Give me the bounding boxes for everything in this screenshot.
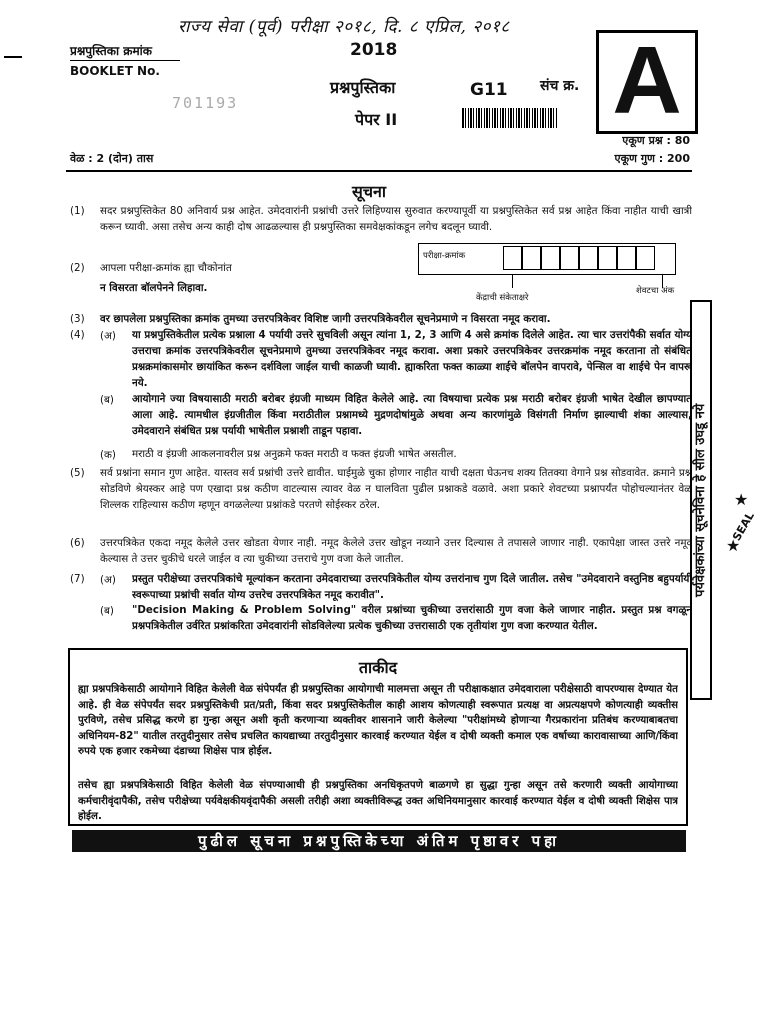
item-7-num: (7) xyxy=(70,573,85,585)
roll-cell[interactable] xyxy=(598,246,617,270)
item-2-text-2: न विसरता बॉलपेनने लिहावा. xyxy=(100,282,208,294)
item-6-text: उत्तरपत्रिकेत एकदा नमूद केलेले उत्तर खोडता येणार नाही. नमूद केलेले उत्तर खोडून नव्याने उत्तर दिल्यास ते तपासले जाणार नाही. एकापेक्षा जास्त उत्तरे नमूद केल्यास ते उत्तर चुकीचे धरले जाईल व त्या चुकीच्या उत्तराचे गुण वजा केले जातील. xyxy=(100,537,692,565)
item-3-num: (3) xyxy=(70,313,85,325)
center-label: केंद्राची संकेताक्षरे xyxy=(476,293,529,303)
series-box xyxy=(596,27,698,134)
total-questions: एकूण प्रश्न : 80 xyxy=(622,134,690,147)
item-4c-text: मराठी व इंग्रजी आकलनावरील प्रश्न अनुक्रमे फक्त मराठी व फक्त इंग्रजी भाषेत असतील. xyxy=(132,448,457,460)
warning-title: ताकीद xyxy=(358,658,398,677)
item-7b-label: (ब) xyxy=(100,605,114,617)
center-arrow xyxy=(512,274,513,288)
seal-star-icon: ★ xyxy=(726,536,741,555)
roll-cell[interactable] xyxy=(617,246,636,270)
item-4b-text: आयोगाने ज्या विषयासाठी मराठी बरोबर इंग्रजी माध्यम विहित केलेले आहे. त्या विषयाचा प्रत्येक प्रश्न मराठी बरोबर इंग्रजी भाषेत देखील छापण्यात आला आहे. त्यामधील इंग्रजीतील किंवा मराठीतील प्रश्नामध्ये मुद्रणदोषांमुळे अथवा अन्य कारणांमुळे विसंगती निर्माण झाल्याची शंका आल्यास, उमेदवाराने संबंधित प्रश्न पर्यायी भाषेतील प्रश्नाशी ताडून पहावा. xyxy=(132,393,692,437)
series-letter: A xyxy=(612,27,682,134)
booklet-title: प्रश्नपुस्तिका xyxy=(330,78,396,97)
header-divider xyxy=(66,170,692,172)
last-digit-label: शेवटचा अंक xyxy=(636,286,675,296)
booklet-label-mr: प्रश्नपुस्तिका क्रमांक xyxy=(70,44,152,58)
item-2-text: आपला परीक्षा-क्रमांक ह्या चौकोनांत xyxy=(100,262,232,274)
handwritten-note: राज्य सेवा (पूर्व) परीक्षा २०१८, दि. ८ एप्रिल, २०१८ xyxy=(178,17,510,37)
roll-cell[interactable] xyxy=(636,246,655,270)
total-marks: एकूण गुण : 200 xyxy=(614,152,690,165)
margin-mark xyxy=(4,56,22,58)
item-1-text: सदर प्रश्नपुस्तिकेत 80 अनिवार्य प्रश्न आहेत. उमेदवारांनी प्रश्नांची उत्तरे लिहिण्यास सुरुवात करण्यापूर्वी या प्रश्नपुस्तिकेत सर्व प्रश्न आहेत किंवा नाहीत याची खात्री करून घ्यावी. असा तसेच अन्य काही दोष आढळल्यास ही प्रश्नपुस्तिका समवेक्षकांकडून लगेच बदलून घ्यावी. xyxy=(100,205,692,233)
item-4-num: (4) xyxy=(70,329,85,341)
roll-number-box xyxy=(418,243,676,275)
roll-cell[interactable] xyxy=(541,246,560,270)
footer-band: पुढील सूचना प्रश्नपुस्तिकेच्या अंतिम पृष्ठावर पहा xyxy=(72,830,686,852)
item-4a-text: या प्रश्नपुस्तिकेतील प्रत्येक प्रश्नाला 4 पर्यायी उत्तरे सुचविली असून त्यांना 1, 2, 3 आणि 4 असे क्रमांक दिलेले आहेत. त्या चार उत्तरांपैकी सर्वात योग्य उत्तराचा क्रमांक उत्तरपत्रिकेवरील सूचनेप्रमाणे तुमच्या उत्तरपत्रिकेवर नमूद करावा. अशा प्रकारे उत्तरपत्रिकेवर उत्तरक्रमांक नमूद करताना तो संबंधित प्रश्नक्रमांकासमोर छायांकित करून दर्शविला जाईल याची काळजी घ्यावी. ह्याकरिता फक्त काळ्या शाईचे बॉलपेन वापरावे, पेन्सिल वा शाईचे पेन वापरू नये. xyxy=(132,329,692,389)
booklet-code: G11 xyxy=(470,80,508,100)
item-7a-label: (अ) xyxy=(100,574,116,586)
item-4c-label: (क) xyxy=(100,449,116,461)
item-7a-text: प्रस्तुत परीक्षेच्या उत्तरपत्रिकांचे मूल्यांकन करताना उमेदवाराच्या उत्तरपत्रिकेतील योग्य उत्तरांनाच गुण दिले जातील. तसेच "उमेदवाराने वस्तुनिष्ठ बहुपर्यायी स्वरूपाच्या प्रश्नांची सर्वात योग्य उत्तरेच उत्तरपत्रिकेत नमूद करावीत". xyxy=(132,573,692,601)
item-4a-label: (अ) xyxy=(100,330,116,342)
seal-sidebar xyxy=(690,300,712,700)
seal-label: SEAL xyxy=(730,509,757,544)
instructions-title: सूचना xyxy=(352,182,387,201)
warning-box xyxy=(68,648,688,826)
item-2-num: (2) xyxy=(70,262,85,274)
seal-sidebar-text: पर्यवेक्षकांच्या सूचनेविना हे सील उघडू नये xyxy=(693,403,708,597)
roll-cell[interactable] xyxy=(503,246,522,270)
item-3-text: वर छापलेला प्रश्नपुस्तिका क्रमांक तुमच्या उत्तरपत्रिकेवर विशिष्ट जागी उत्तरपत्रिकेवरील सूचनेप्रमाणे न विसरता नमूद करावा. xyxy=(100,313,551,325)
roll-box-cells xyxy=(503,246,655,270)
duration: वेळ : 2 (दोन) तास xyxy=(70,152,154,165)
warning-para-1: ह्या प्रश्नपत्रिकेसाठी आयोगाने विहित केलेली वेळ संपेपर्यंत ही प्रश्नपुस्तिका आयोगाची मालमत्ता असून ती परीक्षाकक्षात उमेदवाराला परीक्षेसाठी वापरण्यास देण्यात येत आहे. ही वेळ संपेपर्यंत सदर प्रश्नपुस्तिकेची प्रत/प्रती, किंवा सदर प्रश्नपुस्तिकेतील काही आशय कोणत्याही स्वरूपात प्रत्यक्ष वा अप्रत्यक्षपणे कोणत्याही व्यक्तीस पुरविणे, तसेच प्रसिद्ध करणे हा गुन्हा असून अशी कृती करणाऱ्या व्यक्तीवर शासनाने जारी केलेल्या "परीक्षांमध्ये होणाऱ्या गैरप्रकारांना प्रतिबंध करण्याबाबतचा अधिनियम-82" यातील तरतुदीनुसार तसेच प्रचलित कायद्याच्या तरतुदीनुसार कारवाई करण्यात येईल व दोषी व्यक्ती कमाल एक वर्षाच्या कारावासाच्या आणि/किंवा रुपये एक हजार रकमेच्या दंडाच्या शिक्षेस पात्र होईल. xyxy=(78,684,678,757)
booklet-label-line xyxy=(70,60,180,61)
serial-stamp: 701193 xyxy=(172,94,239,112)
roll-box-label: परीक्षा-क्रमांक xyxy=(423,251,466,261)
roll-cell[interactable] xyxy=(579,246,598,270)
series-label: संच क्र. xyxy=(540,78,580,94)
booklet-label-en: BOOKLET No. xyxy=(70,64,160,78)
barcode xyxy=(462,108,558,128)
item-4b-label: (ब) xyxy=(100,394,114,406)
roll-cell[interactable] xyxy=(560,246,579,270)
item-7b-text: "Decision Making & Problem Solving" वरील प्रश्नांच्या चुकीच्या उत्तरांसाठी गुण वजा केले जाणार नाहीत. प्रस्तुत प्रश्न वगळून प्रश्नपत्रिकेतील उर्वरित प्रश्नांकरिता उमेदवारांनी सोडविलेल्या प्रत्येक चुकीच्या उत्तरासाठी एक तृतीयांश गुण वजा करण्यात येतील. xyxy=(132,604,692,632)
seal-star-icon: ★ xyxy=(734,490,749,509)
item-1-num: (1) xyxy=(70,205,85,217)
item-6-num: (6) xyxy=(70,537,85,549)
paper-label: पेपर II xyxy=(355,110,398,129)
item-5-num: (5) xyxy=(70,467,85,479)
warning-para-2: तसेच ह्या प्रश्नपत्रिकेसाठी विहित केलेली वेळ संपण्याआधी ही प्रश्नपुस्तिका अनधिकृतपणे बाळगणे हा सुद्धा गुन्हा असून तसे करणारी व्यक्ती आयोगाच्या कर्मचारीवृंदापैकी, तसेच परीक्षेच्या पर्यवेक्षकीयवृंदापैकी असली तरीही अशा व्यक्तीविरूद्ध उक्त अधिनियमानुसार कारवाई करण्यात येईल व दोषी व्यक्ती शिक्षेस पात्र होईल. xyxy=(78,780,678,822)
item-5-text: सर्व प्रश्नांना समान गुण आहेत. यास्तव सर्व प्रश्नांची उत्तरे द्यावीत. घाईमुळे चुका होणार नाहीत याची दक्षता घेऊनच शक्य तितक्या वेगाने प्रश्न सोडवावेत. क्रमाने प्रश्न सोडविणे श्रेयस्कर आहे पण एखादा प्रश्न कठीण वाटल्यास त्यावर वेळ न घालविता पुढील प्रश्नाकडे वळावे. अशा प्रकारे शेवटच्या प्रश्नापर्यंत पोहोचल्यानंतर वेळ शिल्लक राहिल्यास कठीण म्हणून वगळलेल्या प्रश्नांकडे परतणे सोईस्कर ठरेल. xyxy=(100,467,692,511)
exam-year: 2018 xyxy=(350,40,398,60)
roll-cell[interactable] xyxy=(522,246,541,270)
